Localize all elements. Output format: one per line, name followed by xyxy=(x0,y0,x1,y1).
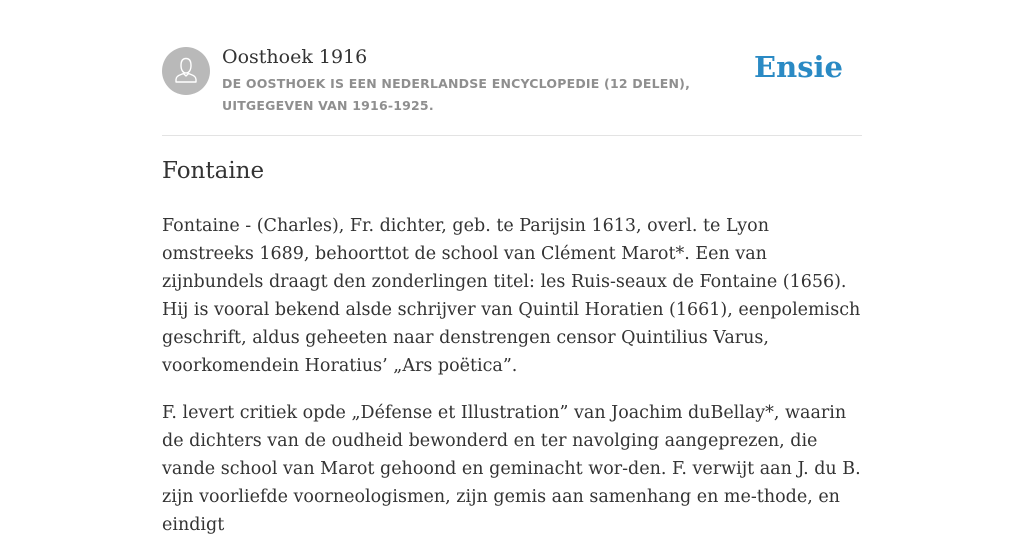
user-icon xyxy=(162,47,210,95)
avatar[interactable] xyxy=(162,47,210,95)
article-title: Fontaine xyxy=(162,158,265,184)
article-paragraph: F. levert critiek opde „Défense et Illustration” van Joachim duBellay*, waarin de dichters van de oudheid bewonderd en ter navolging aangeprezen, die vande school van Marot gehoond en geminacht wor-den. F. verwijt aan J. du B. zijn voorliefde voorneologismen, zijn gemis aan samenhang en me-thode, en eindigt xyxy=(162,403,861,535)
source-description: DE OOSTHOEK IS EEN NEDERLANDSE ENCYCLOPEDIE (12 DELEN), UITGEGEVEN VAN 1916-1925. xyxy=(222,76,691,113)
source-header xyxy=(162,46,862,136)
brand-logo[interactable]: Ensie xyxy=(754,50,843,84)
source-title[interactable]: Oosthoek 1916 xyxy=(222,46,368,68)
article-paragraph: Fontaine - (Charles), Fr. dichter, geb. te Parijsin 1613, overl. te Lyon omstreeks 1689, behoorttot de school van Clément Marot*. Een van zijnbundels draagt den zonderlingen titel: les Ruis-seaux de Fontaine (1656). Hij is vooral bekend alsde schrijver van Quintil Horatien (1661), eenpolemisch geschrift, aldus geheeten naar denstrengen censor Quintilius Varus, voorkomendein Horatius’ „Ars poëtica”. xyxy=(162,216,861,376)
article-body xyxy=(162,212,862,558)
